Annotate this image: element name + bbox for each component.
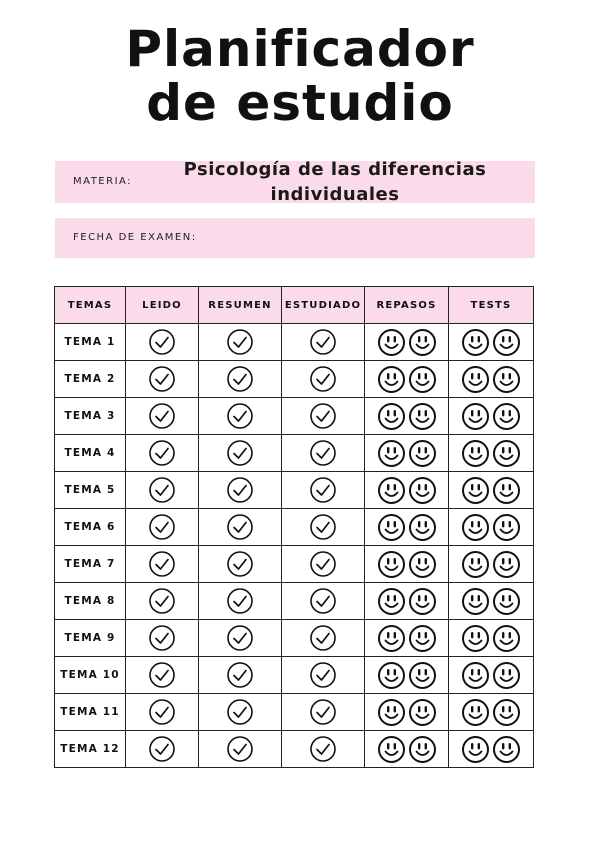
resumen-cell[interactable] (199, 361, 282, 398)
smiley-icon[interactable] (460, 369, 491, 388)
smiley-icon[interactable] (491, 480, 522, 499)
smiley-icon[interactable] (407, 443, 438, 462)
check-circle-icon[interactable] (148, 702, 176, 721)
table-row (55, 435, 534, 472)
page-title-line-2: de estudio (146, 74, 454, 132)
smiley-icon[interactable] (460, 517, 491, 536)
smiley-icon[interactable] (460, 591, 491, 610)
smiley-icon[interactable] (376, 702, 407, 721)
check-circle-icon[interactable] (226, 406, 254, 425)
check-circle-icon[interactable] (226, 628, 254, 647)
header-repasos: REPASOS (365, 287, 449, 324)
check-circle-icon[interactable] (309, 480, 337, 499)
smiley-icon[interactable] (460, 702, 491, 721)
resumen-cell[interactable] (199, 435, 282, 472)
leido-cell[interactable] (126, 583, 199, 620)
smiley-icon[interactable] (491, 443, 522, 462)
tema-label: TEMA 2 (55, 361, 126, 398)
check-circle-icon[interactable] (226, 665, 254, 684)
materia-value-line-1: Psicología de las diferencias (183, 159, 487, 180)
tests-cell[interactable] (449, 398, 534, 435)
table-row (55, 731, 534, 768)
materia-value (135, 157, 535, 207)
check-circle-icon[interactable] (309, 369, 337, 388)
resumen-cell[interactable] (199, 620, 282, 657)
check-circle-icon[interactable] (226, 332, 254, 351)
smiley-icon[interactable] (491, 739, 522, 758)
check-circle-icon[interactable] (226, 554, 254, 573)
resumen-cell[interactable] (199, 324, 282, 361)
materia-field[interactable] (55, 161, 535, 203)
materia-label: MATERIA: (73, 176, 133, 187)
smiley-icon[interactable] (460, 665, 491, 684)
tests-cell[interactable] (449, 657, 534, 694)
header-leido: LEIDO (126, 287, 199, 324)
tests-cell[interactable] (449, 583, 534, 620)
tema-label: TEMA 9 (55, 620, 126, 657)
check-circle-icon[interactable] (226, 443, 254, 462)
smiley-icon[interactable] (460, 480, 491, 499)
study-planner-table (54, 286, 534, 768)
leido-cell[interactable] (126, 435, 199, 472)
tema-label: TEMA 12 (55, 731, 126, 768)
repasos-cell[interactable] (365, 657, 449, 694)
check-circle-icon[interactable] (309, 665, 337, 684)
smiley-icon[interactable] (491, 628, 522, 647)
header-temas: TEMAS (55, 287, 126, 324)
tests-cell[interactable] (449, 731, 534, 768)
smiley-icon[interactable] (460, 332, 491, 351)
repasos-cell[interactable] (365, 472, 449, 509)
repasos-cell[interactable] (365, 324, 449, 361)
smiley-icon[interactable] (460, 443, 491, 462)
estudiado-cell[interactable] (282, 583, 365, 620)
leido-cell[interactable] (126, 324, 199, 361)
tests-cell[interactable] (449, 546, 534, 583)
resumen-cell[interactable] (199, 509, 282, 546)
repasos-cell[interactable] (365, 583, 449, 620)
repasos-cell[interactable] (365, 620, 449, 657)
smiley-icon[interactable] (376, 517, 407, 536)
smiley-icon[interactable] (407, 739, 438, 758)
smiley-icon[interactable] (376, 369, 407, 388)
check-circle-icon[interactable] (226, 369, 254, 388)
table-row (55, 620, 534, 657)
leido-cell[interactable] (126, 731, 199, 768)
table-row (55, 583, 534, 620)
estudiado-cell[interactable] (282, 546, 365, 583)
check-circle-icon[interactable] (309, 591, 337, 610)
estudiado-cell[interactable] (282, 509, 365, 546)
tema-label: TEMA 11 (55, 694, 126, 731)
table-row (55, 361, 534, 398)
header-tests: TESTS (449, 287, 534, 324)
smiley-icon[interactable] (460, 628, 491, 647)
smiley-icon[interactable] (407, 702, 438, 721)
tests-cell[interactable] (449, 620, 534, 657)
estudiado-cell[interactable] (282, 472, 365, 509)
smiley-icon[interactable] (491, 332, 522, 351)
check-circle-icon[interactable] (226, 517, 254, 536)
resumen-cell[interactable] (199, 731, 282, 768)
smiley-icon[interactable] (376, 665, 407, 684)
repasos-cell[interactable] (365, 361, 449, 398)
check-circle-icon[interactable] (309, 554, 337, 573)
check-circle-icon[interactable] (309, 406, 337, 425)
smiley-icon[interactable] (491, 369, 522, 388)
leido-cell[interactable] (126, 361, 199, 398)
leido-cell[interactable] (126, 657, 199, 694)
tema-label: TEMA 7 (55, 546, 126, 583)
table-row (55, 472, 534, 509)
smiley-icon[interactable] (407, 665, 438, 684)
smiley-icon[interactable] (491, 406, 522, 425)
smiley-icon[interactable] (407, 369, 438, 388)
table-row (55, 657, 534, 694)
check-circle-icon[interactable] (148, 332, 176, 351)
tests-cell[interactable] (449, 509, 534, 546)
resumen-cell[interactable] (199, 694, 282, 731)
tests-cell[interactable] (449, 694, 534, 731)
repasos-cell[interactable] (365, 546, 449, 583)
leido-cell[interactable] (126, 620, 199, 657)
smiley-icon[interactable] (376, 480, 407, 499)
smiley-icon[interactable] (407, 628, 438, 647)
repasos-cell[interactable] (365, 509, 449, 546)
smiley-icon[interactable] (376, 628, 407, 647)
check-circle-icon[interactable] (226, 702, 254, 721)
smiley-icon[interactable] (407, 517, 438, 536)
leido-cell[interactable] (126, 546, 199, 583)
tema-label: TEMA 3 (55, 398, 126, 435)
smiley-icon[interactable] (376, 332, 407, 351)
smiley-icon[interactable] (407, 406, 438, 425)
page-title (0, 22, 600, 130)
resumen-cell[interactable] (199, 546, 282, 583)
smiley-icon[interactable] (376, 443, 407, 462)
tema-label: TEMA 1 (55, 324, 126, 361)
smiley-icon[interactable] (491, 591, 522, 610)
fecha-examen-label: FECHA DE EXAMEN: (73, 232, 197, 243)
check-circle-icon[interactable] (148, 443, 176, 462)
check-circle-icon[interactable] (226, 739, 254, 758)
estudiado-cell[interactable] (282, 435, 365, 472)
tests-cell[interactable] (449, 435, 534, 472)
estudiado-cell[interactable] (282, 620, 365, 657)
estudiado-cell[interactable] (282, 324, 365, 361)
check-circle-icon[interactable] (148, 480, 176, 499)
table-header-row (55, 287, 534, 324)
leido-cell[interactable] (126, 472, 199, 509)
smiley-icon[interactable] (460, 554, 491, 573)
smiley-icon[interactable] (460, 739, 491, 758)
tests-cell[interactable] (449, 361, 534, 398)
check-circle-icon[interactable] (309, 517, 337, 536)
tema-label: TEMA 10 (55, 657, 126, 694)
smiley-icon[interactable] (376, 591, 407, 610)
smiley-icon[interactable] (407, 480, 438, 499)
repasos-cell[interactable] (365, 435, 449, 472)
check-circle-icon[interactable] (148, 591, 176, 610)
materia-value-line-2: individuales (270, 184, 400, 205)
tests-cell[interactable] (449, 472, 534, 509)
check-circle-icon[interactable] (148, 406, 176, 425)
tests-cell[interactable] (449, 324, 534, 361)
smiley-icon[interactable] (407, 332, 438, 351)
resumen-cell[interactable] (199, 398, 282, 435)
estudiado-cell[interactable] (282, 361, 365, 398)
leido-cell[interactable] (126, 509, 199, 546)
smiley-icon[interactable] (376, 406, 407, 425)
page-title-line-1: Planificador (125, 20, 475, 78)
table-row (55, 398, 534, 435)
header-estudiado: ESTUDIADO (282, 287, 365, 324)
check-circle-icon[interactable] (309, 702, 337, 721)
smiley-icon[interactable] (491, 554, 522, 573)
estudiado-cell[interactable] (282, 657, 365, 694)
check-circle-icon[interactable] (309, 739, 337, 758)
resumen-cell[interactable] (199, 657, 282, 694)
table-row (55, 694, 534, 731)
check-circle-icon[interactable] (226, 591, 254, 610)
tema-label: TEMA 6 (55, 509, 126, 546)
estudiado-cell[interactable] (282, 731, 365, 768)
repasos-cell[interactable] (365, 731, 449, 768)
resumen-cell[interactable] (199, 583, 282, 620)
leido-cell[interactable] (126, 694, 199, 731)
resumen-cell[interactable] (199, 472, 282, 509)
estudiado-cell[interactable] (282, 398, 365, 435)
table-row (55, 546, 534, 583)
table-row (55, 324, 534, 361)
check-circle-icon[interactable] (148, 517, 176, 536)
check-circle-icon[interactable] (309, 332, 337, 351)
leido-cell[interactable] (126, 398, 199, 435)
check-circle-icon[interactable] (309, 443, 337, 462)
check-circle-icon[interactable] (148, 739, 176, 758)
smiley-icon[interactable] (491, 517, 522, 536)
estudiado-cell[interactable] (282, 694, 365, 731)
smiley-icon[interactable] (407, 591, 438, 610)
check-circle-icon[interactable] (148, 554, 176, 573)
smiley-icon[interactable] (491, 702, 522, 721)
tema-label: TEMA 5 (55, 472, 126, 509)
tema-label: TEMA 8 (55, 583, 126, 620)
fecha-examen-field[interactable] (55, 218, 535, 258)
smiley-icon[interactable] (491, 665, 522, 684)
header-resumen: RESUMEN (199, 287, 282, 324)
check-circle-icon[interactable] (148, 665, 176, 684)
repasos-cell[interactable] (365, 694, 449, 731)
smiley-icon[interactable] (376, 739, 407, 758)
repasos-cell[interactable] (365, 398, 449, 435)
tema-label: TEMA 4 (55, 435, 126, 472)
check-circle-icon[interactable] (148, 369, 176, 388)
smiley-icon[interactable] (460, 406, 491, 425)
smiley-icon[interactable] (407, 554, 438, 573)
smiley-icon[interactable] (376, 554, 407, 573)
check-circle-icon[interactable] (226, 480, 254, 499)
table-row (55, 509, 534, 546)
check-circle-icon[interactable] (148, 628, 176, 647)
check-circle-icon[interactable] (309, 628, 337, 647)
